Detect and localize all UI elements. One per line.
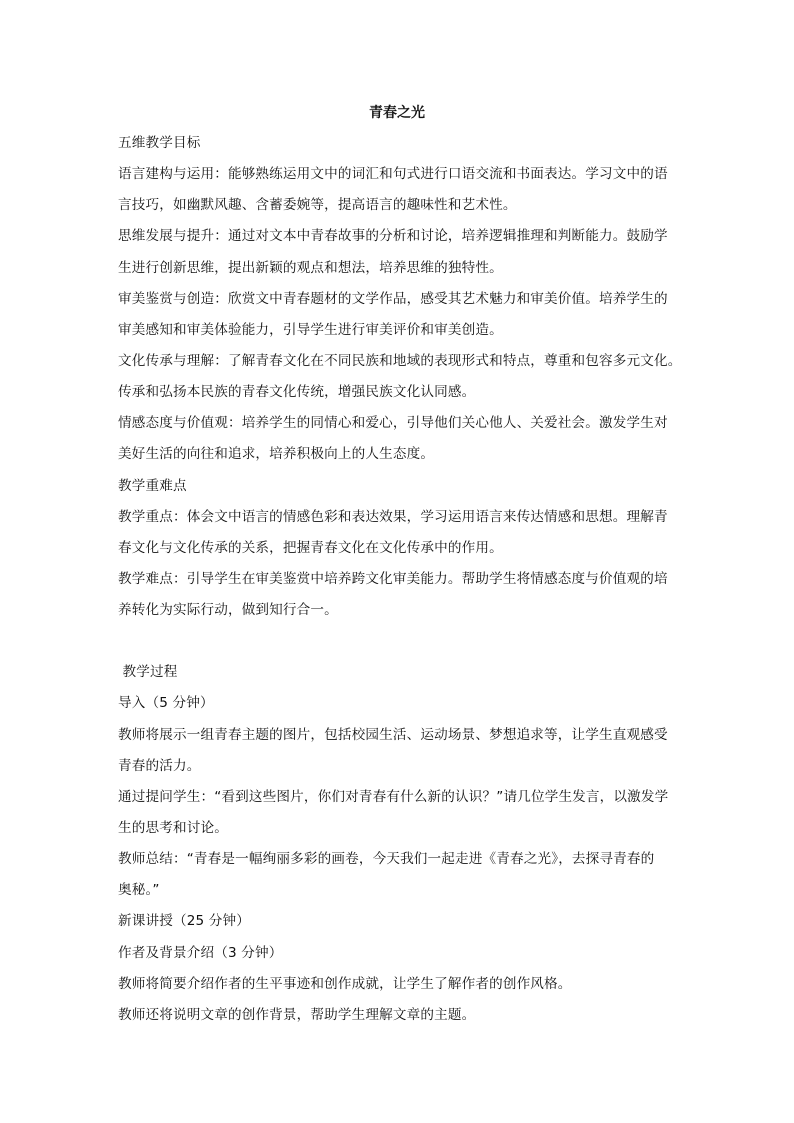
paragraph-line: 审美鉴赏与创造：欣赏文中青春题材的文学作品，感受其艺术魅力和审美价值。培养学生的 bbox=[118, 291, 668, 307]
paragraph-line: 通过提问学生：“看到这些图片，你们对青春有什么新的认识？”请几位学生发言，以激发学 bbox=[118, 789, 669, 805]
paragraph-line: 青春的活力。 bbox=[118, 758, 201, 774]
paragraph-line: 奥秘。” bbox=[118, 882, 160, 898]
paragraph-line: 教师还将说明文章的创作背景，帮助学生理解文章的主题。 bbox=[118, 1007, 476, 1023]
subsection-heading-author: 作者及背景介绍（3 分钟） bbox=[118, 945, 283, 961]
paragraph-line: 教学重点：体会文中语言的情感色彩和表达效果，学习运用语言来传达情感和思想。理解青 bbox=[118, 509, 668, 525]
paragraph-line: 教师将简要介绍作者的生平事迹和创作成就，让学生了解作者的创作风格。 bbox=[118, 976, 572, 992]
paragraph-line: 养转化为实际行动，做到知行合一。 bbox=[118, 602, 338, 618]
paragraph-line: 语言建构与运用：能够熟练运用文中的词汇和句式进行口语交流和书面表达。学习文中的语 bbox=[118, 166, 668, 182]
section-heading-objectives: 五维教学目标 bbox=[118, 135, 201, 151]
paragraph-line: 教师将展示一组青春主题的图片，包括校园生活、运动场景、梦想追求等，让学生直观感受 bbox=[118, 727, 668, 743]
paragraph-line: 文化传承与理解：了解青春文化在不同民族和地域的表现形式和特点，尊重和包容多元文化。 bbox=[118, 353, 682, 369]
section-heading-process: 教学过程 bbox=[118, 664, 178, 680]
paragraph-line: 审美感知和审美体验能力，引导学生进行审美评价和审美创造。 bbox=[118, 322, 503, 338]
subsection-heading-new-lesson: 新课讲授（25 分钟） bbox=[118, 913, 251, 929]
paragraph-line: 生进行创新思维，提出新颖的观点和想法，培养思维的独特性。 bbox=[118, 260, 503, 276]
paragraph-line: 传承和弘扬本民族的青春文化传统，增强民族文化认同感。 bbox=[118, 384, 476, 400]
paragraph-line: 情感态度与价值观：培养学生的同情心和爱心，引导他们关心他人、关爱社会。激发学生对 bbox=[118, 415, 668, 431]
section-heading-key-points: 教学重难点 bbox=[118, 478, 187, 494]
paragraph-line: 思维发展与提升：通过对文本中青春故事的分析和讨论，培养逻辑推理和判断能力。鼓励学 bbox=[118, 228, 668, 244]
paragraph-line: 教师总结：“青春是一幅绚丽多彩的画卷，今天我们一起走进《青春之光》，去探寻青春的 bbox=[118, 851, 655, 867]
subsection-heading-intro: 导入（5 分钟） bbox=[118, 695, 214, 711]
paragraph-line: 教学难点：引导学生在审美鉴赏中培养跨文化审美能力。帮助学生将情感态度与价值观的培 bbox=[118, 571, 668, 587]
paragraph-line: 言技巧，如幽默风趣、含蓄委婉等，提高语言的趣味性和艺术性。 bbox=[118, 197, 517, 213]
paragraph-line: 春文化与文化传承的关系，把握青春文化在文化传承中的作用。 bbox=[118, 540, 503, 556]
paragraph-line: 生的思考和讨论。 bbox=[118, 820, 228, 836]
document-title: 青春之光 bbox=[369, 105, 425, 121]
paragraph-line: 美好生活的向往和追求，培养积极向上的人生态度。 bbox=[118, 446, 435, 462]
